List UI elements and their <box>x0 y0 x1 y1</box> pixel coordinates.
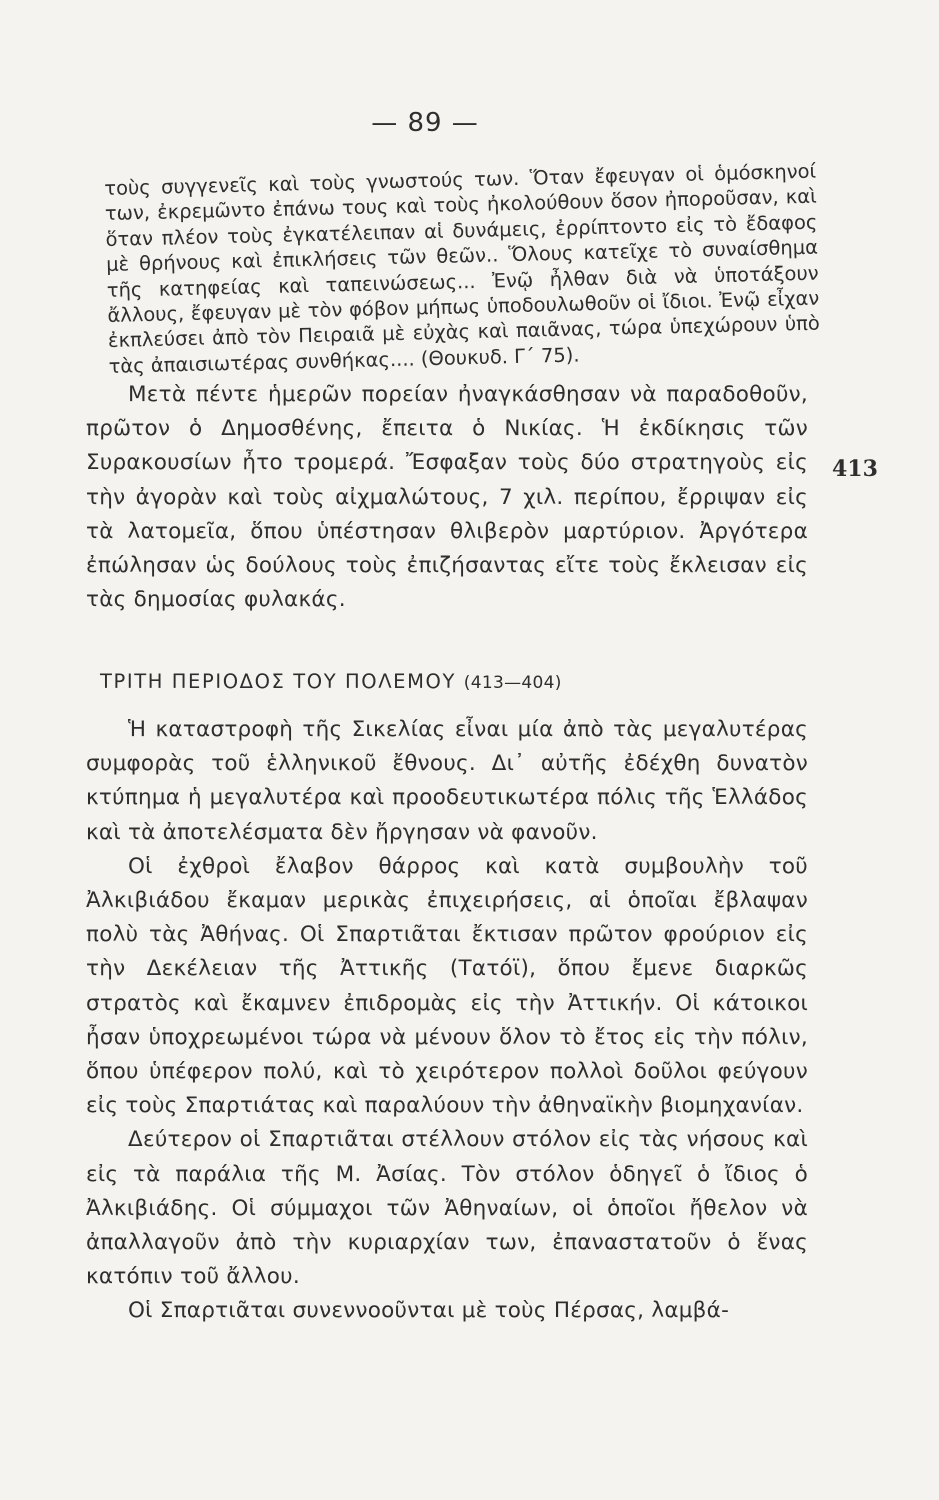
margin-year-note: 413 <box>832 456 878 482</box>
thucydides-quote: τοὺς συγγενεῖς καὶ τοὺς γνωστούς των. Ὅταν ἔφευγαν οἱ ὁμόσκηνοί των, ἐκρεμῶντο ἐπάνω τους καὶ τοὺς ἠκολούθουν ὅσον ἠποροῦσαν, καὶ ὅταν πλέον τοὺς ἐγκατέλειπαν αἱ δυνάμεις, ἐρρίπτοντο εἰς τὸ ἔδαφος μὲ θρήνους καὶ ἐπικλήσεις τῶν θεῶν.. Ὅλους κατεῖχε τὸ συναίσθημα τῆς κατηφείας καὶ ταπεινώσεως... Ἐνῷ ἦλθαν διὰ νὰ ὑποτάξουν ἄλλους, ἔφευγαν μὲ τὸν φόβον μήπως ὑποδουλωθοῦν οἱ ἴδιοι. Ἐνῷ εἶχαν ἐκπλεύσει ἀπὸ τὸν Πειραιᾶ μὲ εὐχὰς καὶ παιᾶνας, τώρα ὑπεχώρουν ὑπὸ τὰς ἀπαισιωτέρας συνθήκας.... (Θουκυδ. Γ΄ 75). <box>104 159 821 378</box>
section-heading-title: ΤΡΙΤΗ ΠΕΡΙΟΔΟΣ ΤΟΥ ΠΟΛΕΜΟΥ <box>100 670 456 693</box>
paragraph-2: Ἡ καταστροφὴ τῆς Σικελίας εἶναι μία ἀπὸ τὰς μεγαλυτέρας συμφορὰς τοῦ ἑλληνικοῦ ἔθνους. Δι᾽ αὐτῆς ἐδέχθη δυνατὸν κτύπημα ἡ μεγαλυτέρα καὶ προοδευτικωτέρα πόλις τῆς Ἑλλάδος καὶ τὰ ἀποτελέσματα δὲν ἤργησαν νὰ φανοῦν. <box>86 717 808 845</box>
paragraph-surrender <box>86 378 808 617</box>
section-heading-years: (413—404) <box>463 673 562 693</box>
paragraph-3: Οἱ ἐχθροὶ ἔλαβον θάρρος καὶ κατὰ συμβουλὴν τοῦ Ἀλκιβιάδου ἔκαμαν μερικὰς ἐπιχειρήσεις, αἱ ὁποῖαι ἔβλαψαν πολὺ τὰς Ἀθήνας. Οἱ Σπαρτιᾶται ἔκτισαν πρῶτον φρούριον εἰς τὴν Δεκέλειαν τῆς Ἀττικῆς (Τατόϊ), ὅπου ἔμενε διαρκῶς στρατὸς καὶ ἔκαμνεν ἐπιδρομὰς εἰς τὴν Ἀττικήν. Οἱ κάτοικοι ἦσαν ὑποχρεωμένοι τώρα νὰ μένουν ὅλον τὸ ἔτος εἰς τὴν πόλιν, ὅπου ὑπέφερον πολύ, καὶ τὸ χειρότερον πολλοὶ δοῦλοι φεύγουν εἰς τοὺς Σπαρτιάτας καὶ παραλύουν τὴν ἀθηναϊκὴν βιομηχανίαν. <box>86 853 808 1119</box>
page-number: — 89 — <box>371 108 479 138</box>
paragraph-5: Οἱ Σπαρτιᾶται συνεννοοῦνται μὲ τοὺς Πέρσας, λαμβά- <box>128 1298 730 1324</box>
section-heading <box>100 670 562 693</box>
paragraph-1: Μετὰ πέντε ἡμερῶν πορείαν ἠναγκάσθησαν νὰ παραδοθοῦν, πρῶτον ὁ Δημοσθένης, ἔπειτα ὁ Νικίας. Ἡ ἐκδίκησις τῶν Συρακουσίων ἦτο τρομερά. Ἔσφαξαν τοὺς δύο στρατηγοὺς εἰς τὴν ἀγορὰν καὶ τοὺς αἰχμαλώτους, 7 χιλ. περίπου, ἔρριψαν εἰς τὰ λατομεῖα, ὅπου ὑπέστησαν θλιβερὸν μαρτύριον. Ἀργότερα ἐπώλησαν ὡς δούλους τοὺς ἐπιζήσαντας εἴτε τοὺς ἔκλεισαν εἰς τὰς δημοσίας φυλακάς. <box>86 382 808 613</box>
section-body <box>86 713 808 1329</box>
paragraph-4: Δεύτερον οἱ Σπαρτιᾶται στέλλουν στόλον εἰς τὰς νήσους καὶ εἰς τὰ παράλια τῆς Μ. Ἀσίας. Τὸν στόλον ὁδηγεῖ ὁ ἴδιος ὁ Ἀλκιβιάδης. Οἱ σύμμαχοι τῶν Ἀθηναίων, οἱ ὁποῖοι ἤθελον νὰ ἀπαλλαγοῦν ἀπὸ τὴν κυριαρχίαν των, ἐπαναστατοῦν ὁ ἕνας κατόπιν τοῦ ἄλλου. <box>86 1127 808 1290</box>
